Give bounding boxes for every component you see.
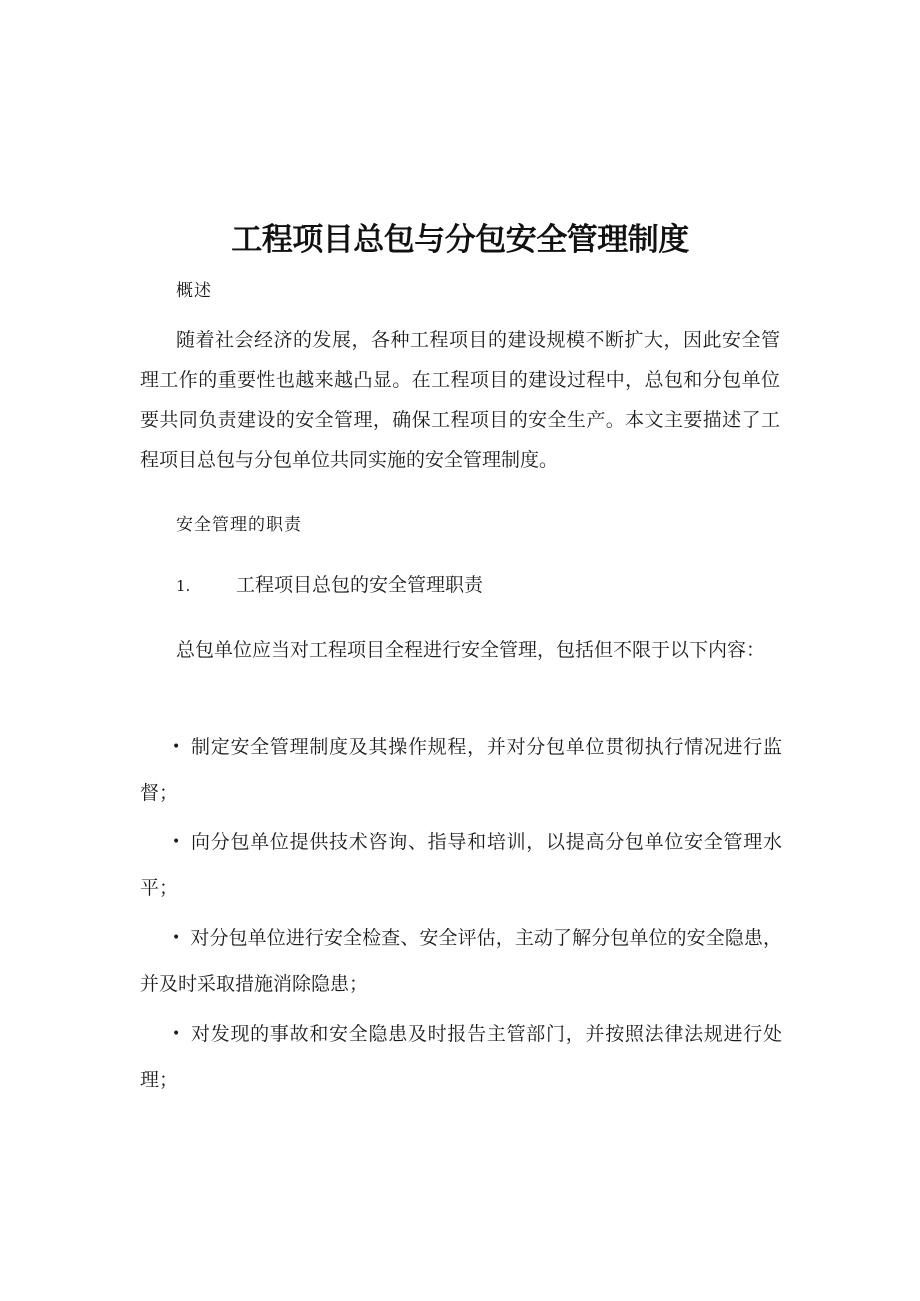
section-1-title: 工程项目总包的安全管理职责 (236, 574, 484, 596)
responsibility-heading: 安全管理的职责 (176, 515, 302, 535)
section-1-heading (176, 570, 483, 597)
bullet-text: 对分包单位进行安全检查、安全评估，主动了解分包单位的安全隐患，并及时采取措施消除隐患； (140, 927, 782, 995)
bullet-item (140, 725, 782, 815)
bullet-item (140, 820, 782, 910)
bullet-dot-icon: • (172, 834, 181, 850)
bullet-dot-icon: • (172, 1026, 181, 1042)
intro-paragraph: 随着社会经济的发展，各种工程项目的建设规模不断扩大，因此安全管理工作的重要性也越来越凸显。在工程项目的建设过程中，总包和分包单位要共同负责建设的安全管理，确保工程项目的安全生产。本文主要描述了工程项目总包与分包单位共同实施的安全管理制度。 (140, 329, 780, 471)
section-1-number: 1. (176, 577, 191, 595)
document-title: 工程项目总包与分包安全管理制度 (231, 222, 689, 258)
bullet-text: 对发现的事故和安全隐患及时报告主管部门，并按照法律法规进行处理； (140, 1023, 782, 1091)
bullet-dot-icon: • (172, 739, 181, 755)
overview-heading: 概述 (176, 281, 212, 301)
bullet-item (140, 1012, 782, 1102)
bullet-text: 制定安全管理制度及其操作规程，并对分包单位贯彻执行情况进行监督； (140, 736, 782, 804)
bullet-text: 向分包单位提供技术咨询、指导和培训，以提高分包单位安全管理水平； (140, 831, 782, 899)
bullet-dot-icon: • (172, 930, 181, 946)
bullet-item (140, 916, 782, 1006)
section-1-intro: 总包单位应当对工程项目全程进行安全管理，包括但不限于以下内容： (176, 639, 766, 661)
